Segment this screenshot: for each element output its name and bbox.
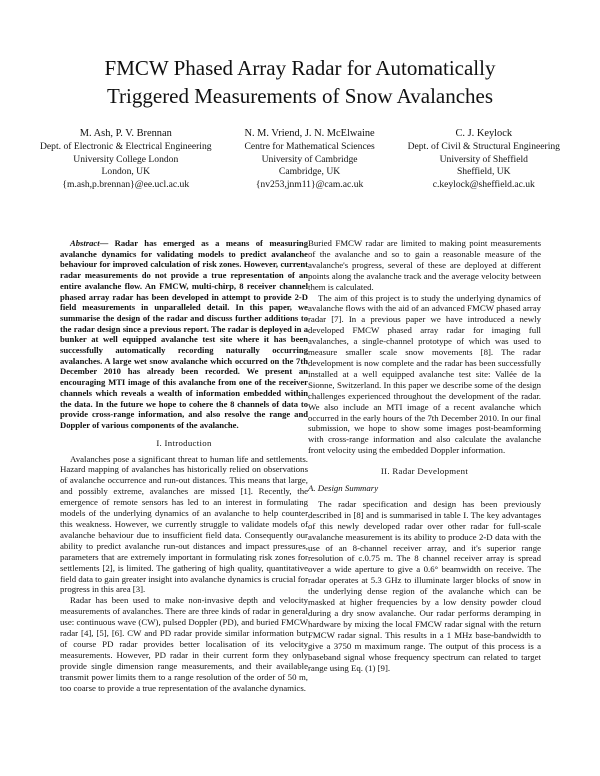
intro-paragraph-2: Radar has been used to make non-invasive depth and velocity measurements of avalanches. There are three kinds of radar in general use: continuous wave (CW), pulsed Doppler (PD), and buried FMCW radar [4], [5], [6]. CW and PD radar provide similar information but of course PD radar provides better localisation of its velocity measurements. However, PD radar in their current form they only provide single dimension range measurements, and their available transmit power limits them to a range resolution of the order of 50 m, too coarse to provide a true representation of the avalanche dynamics. (60, 595, 308, 693)
author-names: M. Ash, P. V. Brennan (79, 128, 172, 139)
author-institution: University of Cambridge (261, 153, 358, 165)
right-column (308, 238, 541, 673)
section-heading-radar-development: II. Radar Development (380, 466, 469, 477)
author-email: {m.ash,p.brennan}@ee.ucl.ac.uk (62, 179, 190, 191)
author-dept: Dept. of Electronic & Electrical Engineering (40, 140, 212, 152)
body-paragraph-aim: The aim of this project is to study the underlying dynamics of avalanche flows with the aid of an advanced FMCW phased array radar [7]. In a previous paper we have introduced a newly developed FMCW phased array radar for imaging full avalanches, a single-channel prototype of which was used to measure smaller scale snow movements [8]. The radar development is now complete and the radar has been successfully installed at a well equipped avalanche test site: Vallée de la Sionne, Switzerland. In this paper we describe some of the design challenges experienced throughout the development of the radar. We also include an MTI image of a recent avalanche which occurred in the early hours of the 7th December 2010. In our final submission, we hope to show some images post-beamforming with cross-range information and also calculate the avalanche front velocity using the embedded Doppler information. (308, 292, 541, 456)
author-block (40, 128, 560, 192)
author-cambridge (244, 128, 374, 192)
intro-paragraph-1: Avalanches pose a significant threat to human life and settlements. Hazard mapping of avalanches has historically relied on observations of avalanche occurrence and run-out distances. This means that large, and possibly extreme, avalanches are missed [1]. Recently, the emergence of remote sensors has led to an interest in formulating models of the underlying dynamics of an avalanche to help counter this weakness. However, we currently struggle to validate models of avalanche behaviour due to insufficient field data. Consequently our ability to predict avalanche run-out distances and impact pressures, parameters that are extremely important in formulating risk zones for settlements [2], is limited. The gathering of high quality, quantitative field data to gain greater insight into avalanche dynamics is crucial for progress in this area [3]. (60, 453, 308, 595)
body-paragraph-design: The radar specification and design has been previously described in [8] and is summarised in table I. The key advantages of this newly developed radar over other radar for full-scale avalanche measurement is its ability to produce 2-D data with the use of an 8-channel receiver array, and it's superior range resolution of c.0.75 m. The 8 channel receiver array is spread over a wide aperture to give a 0.6° beamwidth on receive. The radar operates at 5.3 GHz to illuminate larger blocks of snow in the underlying dense region of the avalanche which can be masked at higher frequencies by a low density powder cloud during a dry snow avalanche. Our radar performs deramping in hardware by mixing the local FMCW radar signal with the return FMCW radar signal. This results in a 1 MHz base-bandwidth to give a 3750 m maximum range. The output of this process is a baseband signal whose frequency spectrum can related to target range using Eq. (1) [9]. (308, 498, 541, 673)
title-line-1: FMCW Phased Array Radar for Automatically (104, 56, 496, 80)
author-names: C. J. Keylock (455, 128, 513, 139)
body-paragraph-continued: Buried FMCW radar are limited to making point measurements of the avalanche and so to gain a reasonable measure of the avalanche's progress, several of these are deployed at different points along the avalanche track and the average velocity between them is calculated. (308, 238, 541, 292)
author-institution: University of Sheffield (439, 153, 528, 165)
author-institution: University College London (73, 153, 179, 165)
author-dept: Dept. of Civil & Structural Engineering (407, 140, 560, 152)
author-dept: Centre for Mathematical Sciences (244, 140, 375, 152)
author-names: N. M. Vriend, J. N. McElwaine (244, 128, 375, 139)
author-ucl (40, 128, 212, 192)
author-location: Sheffield, UK (456, 166, 511, 178)
author-email: {nv253,jnm11}@cam.ac.uk (255, 179, 364, 191)
author-location: London, UK (101, 166, 151, 178)
abstract (60, 238, 308, 431)
title-line-2: Triggered Measurements of Snow Avalanches (106, 84, 494, 108)
subsection-heading-design-summary: A. Design Summary (308, 483, 379, 494)
author-location: Cambridge, UK (278, 166, 341, 178)
paper-title (40, 54, 560, 110)
author-sheffield (408, 128, 560, 192)
abstract-text: — Radar has emerged as a means of measuring avalanche dynamics for validating models to predict avalanche behaviour for improved calculation of risk zones. However, current radar measurements do not provide a true representation of an entire avalanche flow. An FMCW, multi-chirp, 8 receiver channel phased array radar has been developed in attempt to provide 2-D field measurements in unparalleled detail. In this paper, we summarise the design of the radar and discuss further additions to the radar design since a previous report. The radar is deployed in a bunker at well equipped avalanche test site where it has been successfully automatically recording naturally occurring avalanches. A large wet snow avalanche which occurred on the 7th December 2010 has already been recorded. We present an encouraging MTI image of this avalanche from one of the receiver channels which reveals a wealth of information embedded within the data. In the future we hope to cohere the 8 channels of data to provide cross-range information, and also resolve the range and Doppler of various components of the avalanche. (60, 238, 308, 430)
author-email: c.keylock@sheffield.ac.uk (432, 179, 535, 191)
abstract-label: Abstract (70, 238, 100, 248)
section-heading-introduction: I. Introduction (156, 437, 212, 448)
left-column (60, 238, 308, 694)
